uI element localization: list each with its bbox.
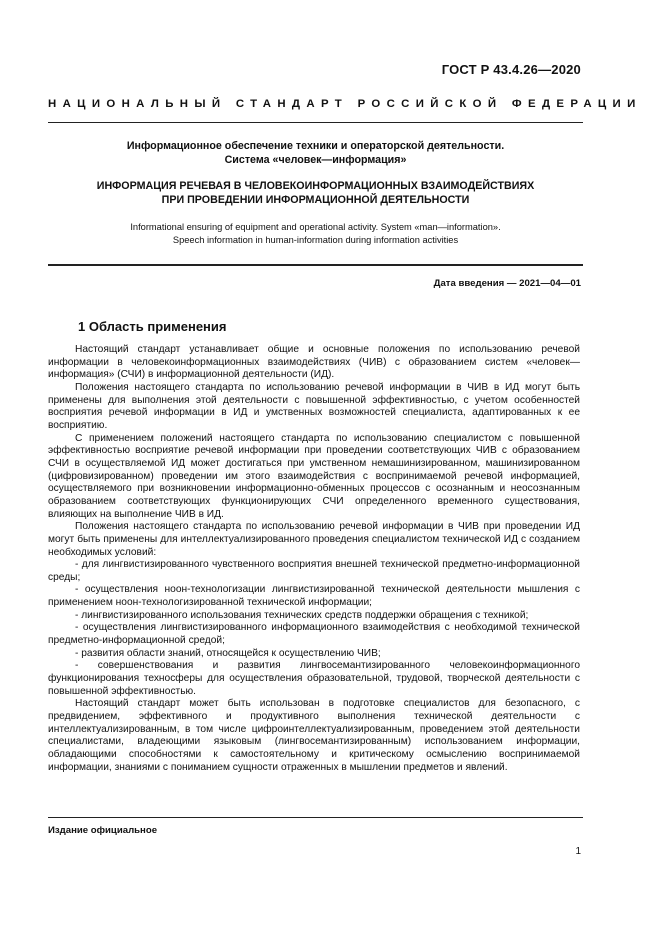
title-ru-line-2: Система «человек—информация» — [224, 154, 407, 166]
edition-label: Издание официальное — [48, 825, 158, 836]
section-heading: 1 Область применения — [78, 319, 227, 334]
document-code: ГОСТ Р 43.4.26—2020 — [441, 62, 581, 77]
list-item: - развития области знаний, относящейся к осуществлению ЧИВ; — [75, 647, 381, 659]
list-item: - осуществления лингвистизированного информационного взаимодействия с необходимой технической предметно-информационной средой; — [48, 622, 580, 647]
paragraph: Положения настоящего стандарта по использованию речевой информации в ЧИВ в ИД могут быть применены для выполнения этой деятельности с повышенной эффективностью, с учетом особенностей восприятия речевой информации в ИД и умственных возможностей специалиста, адаптированных к ее восприятию. — [48, 381, 580, 431]
paragraph: Положения настоящего стандарта по использованию речевой информации в ЧИВ при проведении ИД могут быть применены для интеллектуализированного проведения специалистом технической ИД с созданием необходимых условий: — [48, 521, 580, 558]
footer-divider — [48, 817, 583, 818]
paragraph: С применением положений настоящего стандарта по использованию специалистом с повышенной эффективностью восприятие речевой информации при проведении соответствующих ЧИВ с образованием СЧИ в осуществляемой ИД может достигаться при умственном немашинизированном, машинизированном (цифровизированном) проведении им этого взаимодействия с воспринимаемой речевой информацией, осуществляемого при возникновении информационно-обменных процессов с осознанным и неосознанным образованием соответствующих функционирующих СЧИ определенного временного существования, влияющих на выполнение ЧИВ в ИД. — [48, 432, 580, 520]
top-divider — [48, 122, 583, 123]
standard-title-ru — [60, 139, 571, 167]
middle-divider — [48, 264, 583, 266]
title-ru-line-1: Информационное обеспечение техники и операторской деятельности. — [126, 140, 505, 152]
title-caps-line-1: ИНФОРМАЦИЯ РЕЧЕВАЯ В ЧЕЛОВЕКОИНФОРМАЦИОННЫХ ВЗАИМОДЕЙСТВИЯХ — [96, 180, 535, 192]
title-en-line-1: Informational ensuring of equipment and operational activity. System «man—information». — [130, 222, 501, 232]
list-item: - совершенствования и развития лингвосемантизированного человекоинформационного функционирования техносферы для осуществления образовательной, трудовой, творческой деятельности с повышенной эффективностью. — [48, 660, 580, 697]
title-caps-line-2: ПРИ ПРОВЕДЕНИИ ИНФОРМАЦИОННОЙ ДЕЯТЕЛЬНОСТИ — [161, 194, 470, 206]
list-item: - для лингвистизированного чувственного восприятия внешней технической предметно-информационной среды; — [48, 559, 580, 583]
standard-title-caps — [60, 179, 571, 207]
list-item: - лингвистизированного использования технических средств поддержки обращения с техникой; — [75, 609, 529, 621]
standard-title-en — [60, 221, 571, 247]
section-body — [48, 344, 580, 774]
paragraph: Настоящий стандарт устанавливает общие и основные положения по использованию речевой информации в человекоинформационных взаимодействиях (ЧИВ) с образованием систем «человек—информация» (СЧИ) в информационной деятельности (ИД). — [48, 344, 580, 381]
page-number: 1 — [575, 846, 581, 857]
list-item: - осуществления ноон-технологизации лингвистизированной технической деятельности мышления с применением ноон-технологизированной технической информации; — [48, 584, 580, 609]
paragraph: Настоящий стандарт может быть использован в подготовке специалистов для безопасного, с предвидением, эффективного и продуктивного выполнения технической деятельности с интеллектуализированным, в том числе цифроинтеллектуализированным, проведением этой деятельности специалистами, владеющими языковым (лингвосемантизированным) использованием информации, обладающими способностями к самостоятельному и критическому осмыслению воспринимаемой информации, знаниями с пониманием сущности отраженных в мышлении предметов и явлений. — [48, 698, 580, 773]
national-standard-banner: НАЦИОНАЛЬНЫЙ СТАНДАРТ РОССИЙСКОЙ ФЕДЕРАЦИИ — [48, 98, 642, 110]
title-en-line-2: Speech information in human-information during information activities — [172, 235, 459, 245]
introduction-date: Дата введения — 2021—04—01 — [433, 278, 581, 289]
